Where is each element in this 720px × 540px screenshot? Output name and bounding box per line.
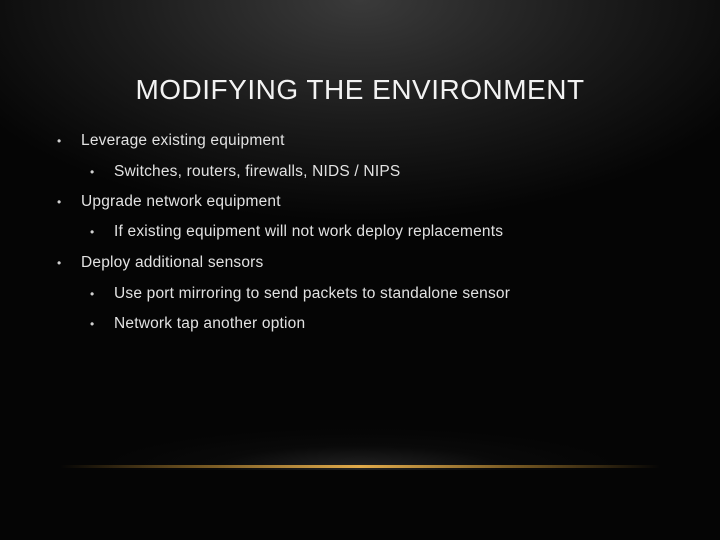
slide-title: MODIFYING THE ENVIRONMENT — [135, 74, 585, 105]
sub-bullet-dot: • — [90, 165, 95, 179]
floor-glow — [100, 400, 620, 470]
sub-bullet-item-replacements: If existing equipment will not work deploy replacements — [114, 223, 504, 240]
bullet-item-leverage: Leverage existing equipment — [81, 132, 285, 149]
sub-bullet-dot: • — [90, 287, 95, 301]
sub-bullet-item-switches: Switches, routers, firewalls, NIDS / NIPS — [114, 163, 401, 180]
accent-line — [60, 465, 660, 468]
bullet-item-deploy-sensors: Deploy additional sensors — [81, 254, 264, 271]
sub-bullet-dot: • — [90, 225, 95, 239]
sub-bullet-dot: • — [90, 317, 95, 331]
sub-bullet-item-port-mirroring: Use port mirroring to send packets to standalone sensor — [114, 285, 511, 302]
bullet-dot: • — [57, 195, 62, 209]
bullet-dot: • — [57, 134, 62, 148]
bullet-item-upgrade: Upgrade network equipment — [81, 193, 281, 210]
bullet-dot: • — [57, 256, 62, 270]
sub-bullet-item-network-tap: Network tap another option — [114, 315, 306, 332]
